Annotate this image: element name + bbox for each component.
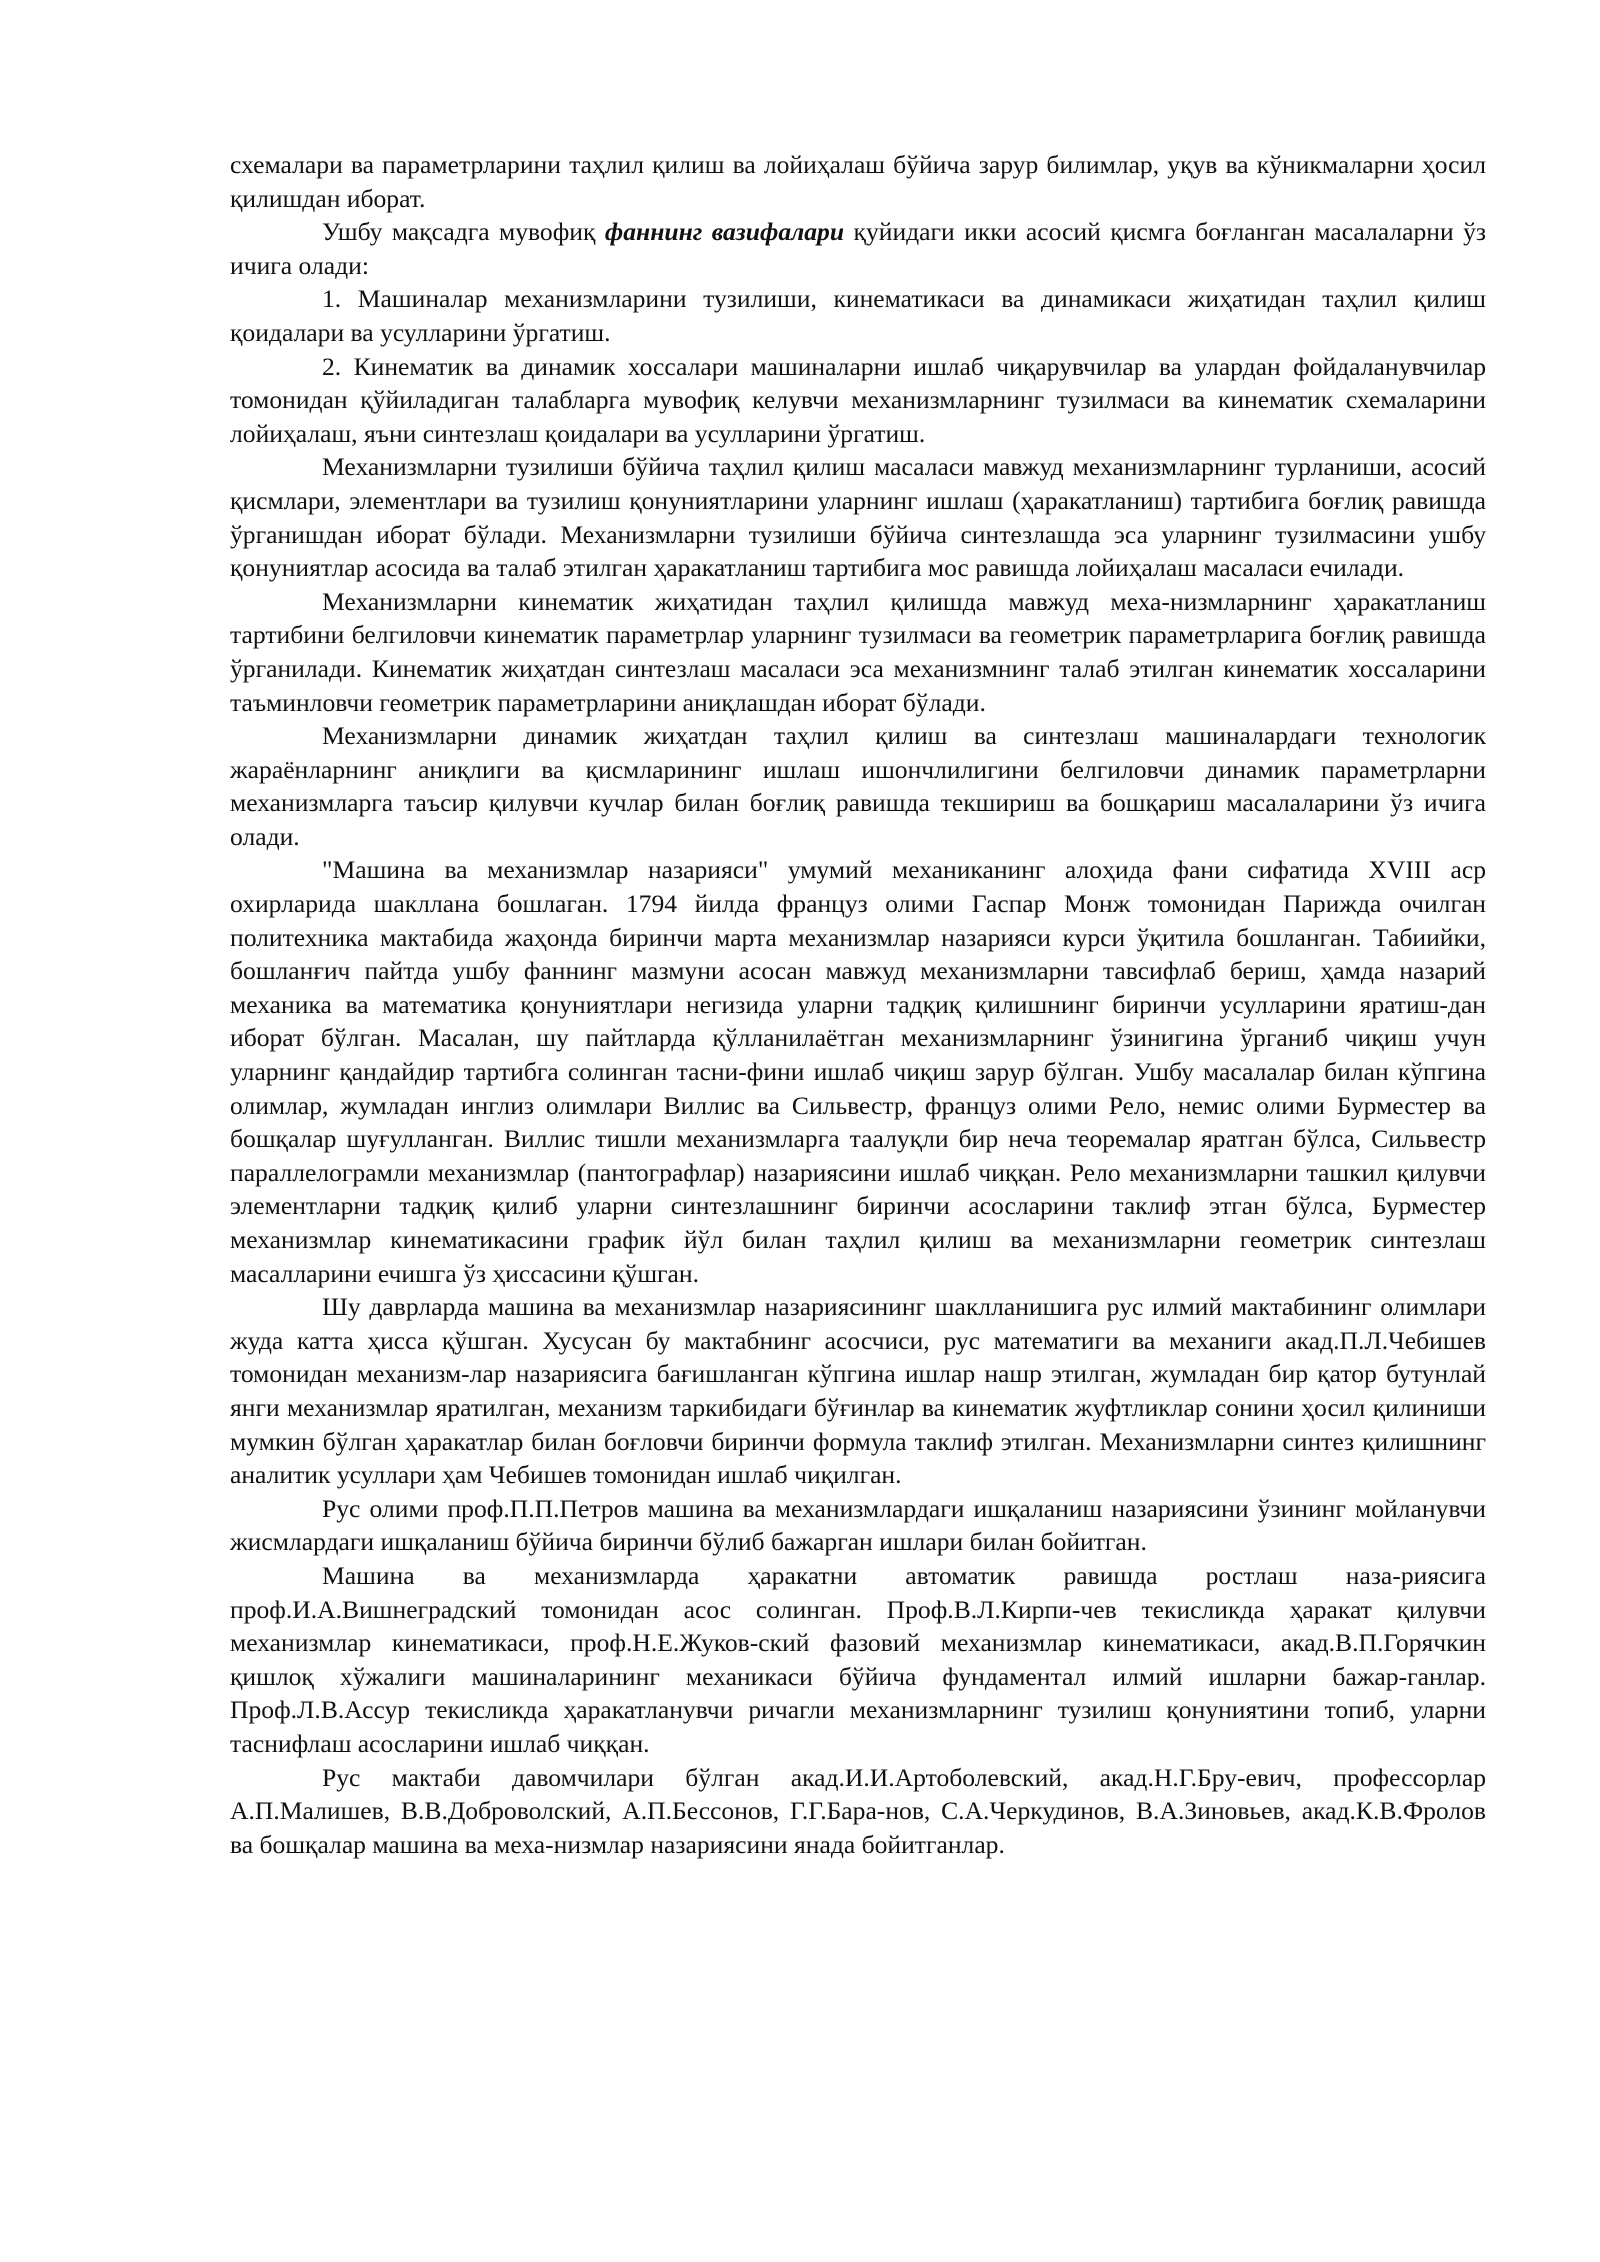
paragraph-tasks-intro <box>230 215 1486 282</box>
paragraph-regulation-theory: Машина ва механизмларда ҳаракатни автоматик равишда ростлаш наза-риясига проф.И.А.Вишнеградский томонидан асос солинган. Проф.В.Л.Кирпи-чев текисликда ҳаракат қилувчи механизмлар кинематикаси, проф.Н.Е.Жуков-ский фазовий механизмлар кинематикаси, акад.В.П.Горячкин қишлоқ хўжалиги машиналарининг механикаси бўйича фундаментал илмий ишларни бажар-ганлар. Проф.Л.В.Ассур текисликда ҳаракатланувчи ричагли механизмларнинг тузилиш қонуниятини топиб, уларни таснифлаш асосларини ишлаб чиққан. <box>230 1560 1486 1758</box>
emphasis-subject-tasks: фаннинг вазифалари <box>604 217 845 247</box>
paragraph-continuation: схемалари ва параметрларини таҳлил қилиш ва лойиҳалаш бўйича зарур билимлар, уқув ва кўникмаларни ҳосил қилишдан иборат. <box>230 150 1486 213</box>
document-page <box>230 148 1486 1861</box>
list-item-task-1: 1. Машиналар механизмларини тузилиши, кинематикаси ва динамикаси жиҳатидан таҳлил қилиш қоидалари ва усулларини ўргатиш. <box>230 284 1486 347</box>
paragraph-tasks-intro-after: қуйидаги икки асосий қисмга боғланган масалаларни ўз ичига олади: <box>230 217 1486 280</box>
paragraph-dynamic-analysis: Механизмларни динамик жиҳатдан таҳлил қилиш ва синтезлаш машиналардаги технологик жараёнларнинг аниқлиги ва қисмларининг ишлаш ишончлилигини белгиловчи динамик параметрларни механизмларга таъсир қилувчи кучлар билан боғлиқ равишда текшириш ва бошқариш масалаларини ўз ичига олади. <box>230 721 1486 851</box>
paragraph-successors: Рус мактаби давомчилари бўлган акад.И.И.Артоболевский, акад.Н.Г.Бру-евич, профессорлар А.П.Малишев, В.В.Доброволский, А.П.Бессонов, Г.Г.Бара-нов, С.А.Черкудинов, В.А.Зиновьев, акад.К.В.Фролов ва бошқалар машина ва меха-низмлар назариясини янада бойитганлар. <box>230 1762 1486 1859</box>
paragraph-structural-analysis: Механизмларни тузилиши бўйича таҳлил қилиш масаласи мавжуд механизмларнинг турланиши, асосий қисмлари, элементлари ва тузилиш қонуниятларини уларнинг ишлаш (ҳаракатланиш) тартибига боғлиқ равишда ўрганишдан иборат бўлади. Механизмларни тузилиши бўйича синтезлашда эса уларнинг тузилмасини ушбу қонуниятлар асосида ва талаб этилган ҳаракатланиш тартибига мос равишда лойиҳалаш масаласи ечилади. <box>230 452 1486 583</box>
list-item-task-2: 2. Кинематик ва динамик хоссалари машиналарни ишлаб чиқарувчилар ва улардан фойдаланувчилар томонидан қўйиладиган талабларга мувофиқ келувчи механизмларнинг тузилмаси ва кинематик схемаларини лойиҳалаш, яъни синтезлаш қоидалари ва усулларини ўргатиш. <box>230 351 1486 448</box>
paragraph-russian-school: Шу даврларда машина ва механизмлар назариясининг шаклланишига рус илмий мактабининг олимлари жуда катта ҳисса қўшган. Хусусан бу мактабнинг асосчиси, рус математиги ва механиги акад.П.Л.Чебишев томонидан механизм-лар назариясига бағишланган кўпгина ишлар нашр этилган, жумладан бир қатор бутунлай янги механизмлар яратилган, механизм таркибидаги бўғинлар ва кинематик жуфтликлар сонини ҳосил қилиниши мумкин бўлган ҳаракатлар билан боғловчи биринчи формула таклиф этилган. Механизмларни синтез қилишнинг аналитик усуллари ҳам Чебишев томонидан ишлаб чиқилган. <box>230 1292 1486 1490</box>
paragraph-petrov: Рус олими проф.П.П.Петров машина ва механизмлардаги ишқаланиш назариясини ўзининг мойланувчи жисмлардаги ишқаланиш бўйича биринчи бўлиб бажарган ишлари билан бойитган. <box>230 1493 1486 1557</box>
paragraph-tasks-intro-before: Ушбу мақсадга мувофиқ <box>322 217 605 247</box>
paragraph-history: "Машина ва механизмлар назарияси" умумий механиканинг алоҳида фани сифатида XVIII аср охирларида шакллана бошлаган. 1794 йилда француз олими Гаспар Монж томонидан Парижда очилган политехника мактабида жаҳонда биринчи марта механизмлар назарияси курси ўқитила бошланган. Табиийки, бошланғич пайтда ушбу фаннинг мазмуни асосан мавжуд механизмларни тавсифлаб бериш, ҳамда назарий механика ва математика қонуниятлари негизида уларни тадқиқ қилишнинг биринчи усулларини яратиш-дан иборат бўлган. Масалан, шу пайтларда қўлланилаётган механизмларнинг ўзинигина ўрганиб чиқиш учун уларнинг қандайдир тартибга солинган тасни-фини ишлаб чиқиш зарур бўлган. Ушбу масалалар билан кўпгина олимлар, жумладан инглиз олимлари Виллис ва Сильвестр, француз олими Рело, немис олими Бурместер ва бошқалар шуғулланган. Виллис тишли механизмларга таалуқли бир неча теоремалар яратган бўлса, Сильвестр параллелограмли механизмлар (пантографлар) назариясини ишлаб чиққан. Рело механизмларни ташкил қилувчи элементларни тадқиқ қилиб уларни синтезлашнинг биринчи асосларини таклиф этган бўлса, Бурместер механизмлар кинематикасини график йўл билан таҳлил қилиш ва механизмларни геометрик синтезлаш масалларини ечишга ўз ҳиссасини қўшган. <box>230 855 1486 1288</box>
paragraph-kinematic-analysis: Механизмларни кинематик жиҳатидан таҳлил қилишда мавжуд меха-низмларнинг ҳаракатланиш тартибини белгиловчи кинематик параметрлар уларнинг тузилмаси ва геометрик параметрларига боғлиқ равишда ўрганилади. Кинематик жиҳатдан синтезлаш масаласи эса механизмнинг талаб этилган кинематик хоссаларини таъминловчи геометрик параметрларини аниқлашдан иборат бўлади. <box>230 586 1486 717</box>
